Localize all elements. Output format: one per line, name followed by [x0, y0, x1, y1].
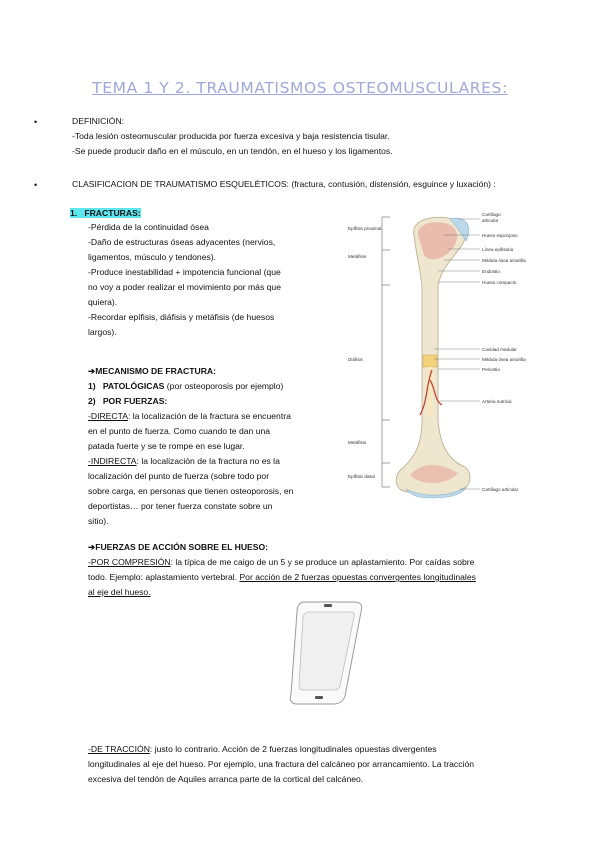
bone-diagram: [330, 205, 565, 505]
bone-label-left: Epífisis distal: [348, 474, 375, 479]
fracturas-line: -Pérdida de la continuidad ósea: [88, 222, 209, 232]
bone-label-left: Diáfisis: [348, 357, 363, 362]
compression-device-image: [285, 598, 375, 706]
definicion-line: -Toda lesión osteomuscular producida por fuerza excesiva y baja resistencia tisular.: [72, 131, 390, 141]
compresion-line: al eje del hueso.: [88, 587, 151, 597]
bone-label-right: Línea epifisaria: [482, 247, 514, 252]
bone-label-right: Hueso esponjoso: [482, 233, 518, 238]
mecanismo-item-2: 2) POR FUERZAS:: [88, 396, 168, 406]
bone-label-left: Epífisis proximal: [348, 226, 382, 231]
fracturas-number: 1.: [70, 208, 78, 218]
traccion-line: excesiva del tendón de Aquiles arranca parte de la cortical del calcáneo.: [88, 774, 364, 784]
bone-label-right: Cartílago articular: [482, 487, 519, 492]
bone-label-left: Metáfisis: [348, 254, 367, 259]
directa-line: -DIRECTA: la localización de la fractura se encuentra: [88, 411, 291, 421]
bone-label-right: Cavidad medular: [482, 347, 517, 352]
compresion-line: todo. Ejemplo: aplastamiento vertebral. Por acción de 2 fuerzas opuestas convergentes longitudinales: [88, 572, 476, 582]
traccion-line: -DE TRACCIÓN: justo lo contrario. Acción de 2 fuerzas longitudinales opuestas divergentes: [88, 744, 437, 754]
page-title: TEMA 1 Y 2. TRAUMATISMOS OSTEOMUSCULARES:: [92, 79, 508, 97]
bone-label-left: Metáfisis: [348, 440, 367, 445]
bullet-dot: •: [34, 117, 38, 127]
compresion-line: -POR COMPRESIÓN: la típica de me caigo de un 5 y se produce un aplastamiento. Por caídas sobre: [88, 557, 475, 567]
bone-label-right: Médula ósea amarilla: [482, 258, 526, 263]
fracturas-line: -Produce inestabilidad + impotencia funcional (que: [88, 267, 281, 277]
directa-line: en el punto de fuerza. Como cuando te dan una: [88, 426, 271, 436]
indirecta-line: localización del punto de fuerza (sobre todo por: [88, 471, 270, 481]
clasificacion-text: CLASIFICACION DE TRAUMATISMO ESQUELÉTICOS: (fractura, contusión, distensión, esguince y luxación) :: [72, 179, 496, 189]
bone-label-right: Periostio: [482, 367, 500, 372]
fracturas-line: -Daño de estructuras óseas adyacentes (nervios,: [88, 237, 276, 247]
traccion-line: longitudinales al eje del hueso. Por ejemplo, una fractura del calcáneo por arrancamiento. La tracción: [88, 759, 474, 769]
fracturas-title: FRACTURAS:: [84, 208, 141, 218]
indirecta-line: sobre carga, en personas que tienen osteoporosis, en: [88, 486, 294, 496]
directa-line: patada fuerte y se te rompe en ese lugar.: [88, 441, 245, 451]
fracturas-line: no voy a poder realizar el movimiento por más que: [88, 282, 281, 292]
fracturas-line: ligamentos, músculo y tendones).: [88, 252, 217, 262]
fracturas-line: largos).: [88, 327, 117, 337]
indirecta-line: sitio).: [88, 516, 109, 526]
bone-label-right: Hueso compacto: [482, 280, 517, 285]
definicion-line: -Se puede producir daño en el músculo, en un tendón, en el hueso y los ligamentos.: [72, 146, 393, 156]
bone-label-right: Médula ósea amarilla: [482, 357, 526, 362]
definicion-heading: DEFINICIÓN:: [72, 116, 125, 126]
bone-label-right: Endostio: [482, 269, 500, 274]
bone-label-right: Arteria nutricia: [482, 399, 512, 404]
mecanismo-item-1: 1) PATOLÓGICAS (por osteoporosis por ejemplo): [88, 381, 284, 391]
fracturas-heading: [70, 206, 141, 221]
bone-label-right: Cartílago articular: [482, 212, 501, 223]
indirecta-line: -INDIRECTA: la localización de la fractura no es la: [88, 456, 280, 466]
fracturas-line: quiera).: [88, 297, 118, 307]
indirecta-line: deportistas… por tener fuerza constate sobre un: [88, 501, 273, 511]
fuerzas-heading: ➔FUERZAS DE ACCIÓN SOBRE EL HUESO:: [88, 542, 269, 552]
fracturas-line: -Recordar epífisis, diáfisis y metáfisis (de huesos: [88, 312, 275, 322]
mecanismo-heading: ➔MECANISMO DE FRACTURA:: [88, 366, 216, 376]
bullet-dot: •: [34, 180, 38, 190]
